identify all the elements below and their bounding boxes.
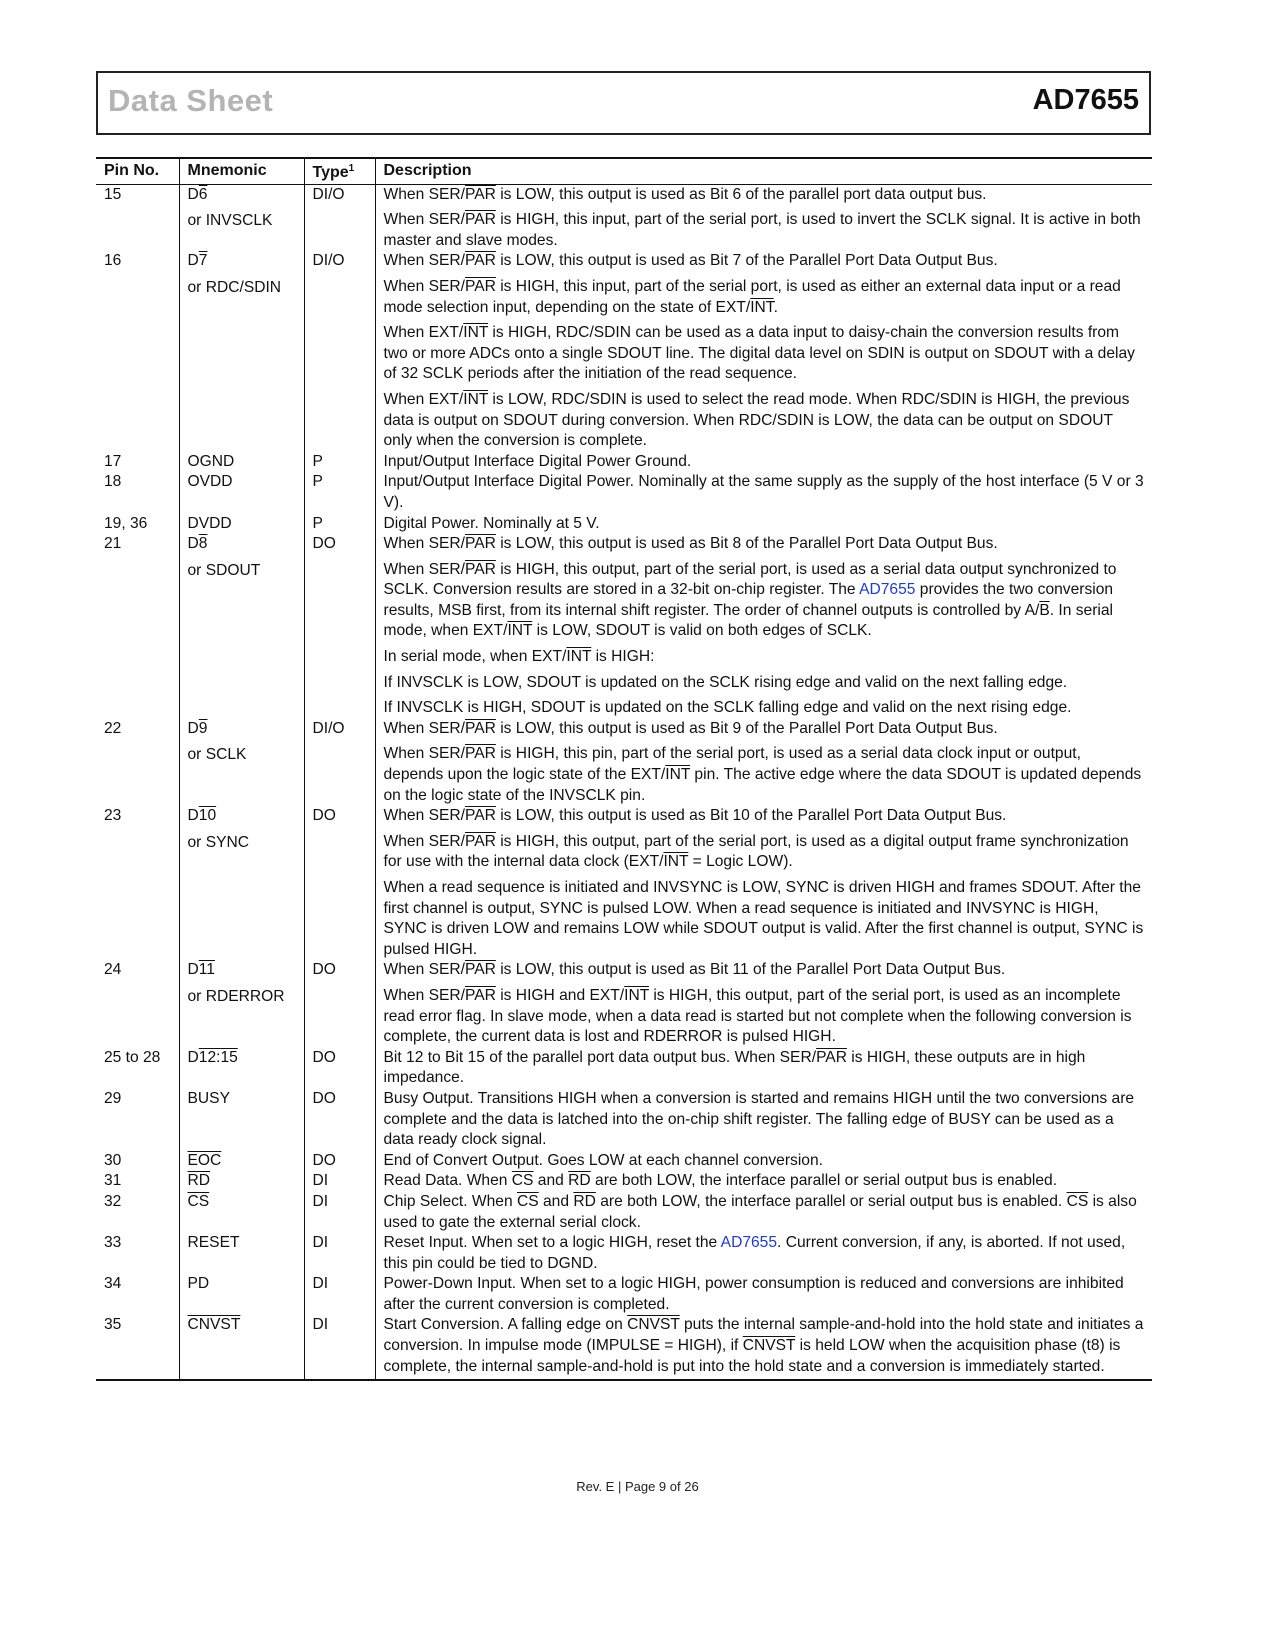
description-paragraph: Start Conversion. A falling edge on CNVST puts the internal sample-and-hold into the hold state and initiates a conversion. In impulse mode (IMPULSE = HIGH), if CNVST is held LOW when the acquisition phase (t8) is complete, the internal sample-and-hold is put into the hold state and a conversion is immediately started. xyxy=(383,1316,1144,1375)
active-low-signal: 12:15 xyxy=(198,1048,238,1066)
pin-mnemonic xyxy=(179,534,304,719)
pin-number: 30 xyxy=(104,1151,122,1169)
pin-number: 23 xyxy=(104,807,122,825)
header-title: Data Sheet xyxy=(108,83,274,118)
pin-type: DI xyxy=(304,1274,375,1315)
col-header-type-label: Type xyxy=(312,164,349,181)
active-low-signal: $\overline{INT}$ xyxy=(624,986,649,1004)
col-header-mnemonic: Mnemonic xyxy=(179,158,304,184)
product-link[interactable]: AD7655 xyxy=(859,581,916,599)
mnemonic-primary xyxy=(188,1151,296,1172)
description-paragraph: When SER/$\overline{PAR}$ is HIGH, this pin, part of the serial port, is used as a serial data clock input or output, depends upon the logic state of the EXT/$\overline{INT}$ pin. The active edge where the data SDOUT is updated depends on the logic state of the INVSCLK pin. xyxy=(383,745,1142,804)
pin-type: P xyxy=(304,472,375,513)
active-low-signal: $\overline{INT}$ xyxy=(566,648,592,666)
header-part-number: AD7655 xyxy=(1032,84,1139,116)
pin-type: DI xyxy=(304,1192,375,1233)
active-low-signal: $\overline{INT}$ xyxy=(750,298,774,316)
table-row xyxy=(96,251,1152,451)
mnemonic-primary: OGND xyxy=(187,452,235,470)
pin-description xyxy=(375,251,1152,451)
pin-type: DO xyxy=(304,960,375,1047)
mnemonic-alternate: or RDERROR xyxy=(187,987,285,1005)
pin-number: 25 to 28 xyxy=(104,1048,161,1066)
table-row xyxy=(96,806,1152,960)
mnemonic-primary: RESET xyxy=(187,1234,240,1252)
description-paragraph: Bit 12 to Bit 15 of the parallel port data output bus. When SER/$\overline{PAR}$ is HIGH, these outputs are in high impedance. xyxy=(383,1048,1086,1087)
mnemonic-primary: PD xyxy=(187,1275,210,1293)
active-low-signal: $\overline{B}$ xyxy=(1039,601,1050,619)
pin-mnemonic xyxy=(179,1192,304,1233)
pin-number: 32 xyxy=(104,1192,122,1210)
table-row xyxy=(96,1274,1152,1315)
active-low-signal: $\overline{PAR}$ xyxy=(464,252,496,270)
pin-description xyxy=(375,1151,1152,1172)
pin-number: 16 xyxy=(104,252,122,270)
mnemonic-primary xyxy=(188,1171,296,1192)
pin-mnemonic xyxy=(179,1089,304,1151)
description-paragraph: Power-Down Input. When set to a logic HIGH, power consumption is reduced and conversions are inhibited after the current conversion is completed. xyxy=(383,1275,1124,1313)
active-low-signal: $\overline{INT}$ xyxy=(663,853,689,871)
description-paragraph: In serial mode, when EXT/$\overline{INT}$ is HIGH: xyxy=(383,648,655,666)
mnemonic-primary: D12:15 xyxy=(187,1048,238,1066)
pin-type: P xyxy=(304,452,375,473)
description-paragraph: When SER/$\overline{PAR}$ is HIGH, this input, part of the serial port, is used as either an external data input or a read mode selection input, depending on the state of EXT/$\overline{INT}$. xyxy=(383,277,1121,316)
pin-type: DI xyxy=(304,1171,375,1192)
pin-description xyxy=(375,452,1152,473)
active-low-signal: $\overline{INT}$ xyxy=(463,390,489,408)
description-paragraph: When a read sequence is initiated and INVSYNC is LOW, SYNC is driven HIGH and frames SDOUT. After the first channel is output, SYNC is pulsed LOW. When a read sequence is initiated and INVSYNC is HIGH, SYNC is driven LOW and remains LOW while SDOUT output is valid. After the first channel is output, SYNC is pulsed HIGH. xyxy=(383,879,1144,958)
pin-type: DO xyxy=(304,1151,375,1172)
active-low-signal: CNVST xyxy=(627,1316,680,1334)
pin-description xyxy=(375,1192,1152,1233)
pin-number: 29 xyxy=(104,1089,122,1107)
pin-mnemonic xyxy=(179,1151,304,1172)
description-paragraph: When EXT/$\overline{INT}$ is HIGH, RDC/SDIN can be used as a data input to daisy-chain the conversion results from two or more ADCs onto a single SDOUT line. The digital data level on SDIN is output on SDOUT with a delay of 32 SCLK periods after the initiation of the read sequence. xyxy=(383,324,1135,383)
pin-description xyxy=(375,534,1152,719)
pin-type: DI xyxy=(304,1233,375,1274)
mnemonic-primary: D8 xyxy=(187,535,208,553)
description-paragraph: Input/Output Interface Digital Power Ground. xyxy=(383,452,692,470)
active-low-signal: 11 xyxy=(198,961,215,979)
description-paragraph: When SER/$\overline{PAR}$ is HIGH and EXT/$\overline{INT}$ is HIGH, this output, part of the serial port, is used as an incomplete read error flag. In slave mode, when a data read is started but not complete when the following conversion is complete, the current data is lost and RDERROR is pulsed HIGH. xyxy=(383,986,1132,1046)
table-row xyxy=(96,1315,1152,1380)
active-low-signal: 9 xyxy=(198,719,208,737)
active-low-signal: $\overline{RD}$ xyxy=(568,1172,591,1190)
table-row xyxy=(96,1048,1152,1089)
active-low-signal: $\overline{CS}$ xyxy=(1066,1192,1089,1210)
mnemonic-primary: OVDD xyxy=(187,473,233,491)
col-header-description: Description xyxy=(375,158,1152,184)
table-row xyxy=(96,1089,1152,1151)
table-row xyxy=(96,534,1152,719)
description-paragraph: When SER/$\overline{PAR}$ is LOW, this output is used as Bit 6 of the parallel port data output bus. xyxy=(383,185,987,203)
table-header-row xyxy=(96,158,1152,184)
pin-description xyxy=(375,1315,1152,1380)
description-paragraph: When EXT/$\overline{INT}$ is LOW, RDC/SDIN is used to select the read mode. When RDC/SDIN is HIGH, the previous data is output on SDOUT during conversion. When RDC/SDIN is LOW, the data can be output on SDOUT only when the conversion is complete. xyxy=(383,390,1130,450)
table-row xyxy=(96,719,1152,806)
pin-number: 31 xyxy=(104,1172,122,1190)
active-low-signal: CNVST xyxy=(187,1316,241,1334)
col-header-type xyxy=(304,158,375,184)
pin-type: DI/O xyxy=(304,184,375,251)
active-low-signal: $\overline{PAR}$ xyxy=(464,719,496,737)
active-low-signal: $\overline{CS}$ xyxy=(187,1192,210,1210)
col-header-pin: Pin No. xyxy=(96,158,179,184)
mnemonic-alternate: or INVSCLK xyxy=(187,212,273,230)
active-low-signal: $\overline{INT}$ xyxy=(507,622,533,640)
pin-type: DO xyxy=(304,806,375,960)
pin-type: P xyxy=(304,514,375,535)
description-paragraph: End of Convert Output. Goes LOW at each channel conversion. xyxy=(383,1151,823,1169)
type-footnote-mark: 1 xyxy=(348,163,355,174)
description-paragraph: Input/Output Interface Digital Power. Nominally at the same supply as the supply of the host interface (5 V or 3 V). xyxy=(383,473,1144,511)
active-low-signal: $\overline{PAR}$ xyxy=(464,535,496,553)
description-paragraph: If INVSCLK is LOW, SDOUT is updated on the SCLK rising edge and valid on the next falling edge. xyxy=(383,673,1068,691)
pin-description xyxy=(375,184,1152,251)
description-paragraph: Busy Output. Transitions HIGH when a conversion is started and remains HIGH until the two conversions are complete and the data is latched into the on-chip shift register. The falling edge of BUSY can be used as a data ready clock signal. xyxy=(383,1089,1135,1149)
description-paragraph: If INVSCLK is HIGH, SDOUT is updated on the SCLK falling edge and valid on the next rising edge. xyxy=(383,699,1072,717)
pin-description xyxy=(375,1274,1152,1315)
active-low-signal: $\overline{PAR}$ xyxy=(464,807,496,825)
pin-mnemonic xyxy=(179,514,304,535)
pin-description xyxy=(375,960,1152,1047)
pin-description xyxy=(375,1233,1152,1274)
mnemonic-primary xyxy=(188,1315,296,1336)
active-low-signal: 7 xyxy=(198,252,208,270)
active-low-signal: $\overline{PAR}$ xyxy=(464,745,496,763)
description-paragraph: When SER/$\overline{PAR}$ is HIGH, this input, part of the serial port, is used to invert the SCLK signal. It is active in both master and slave modes. xyxy=(383,211,1141,249)
pin-mnemonic xyxy=(179,452,304,473)
table-row xyxy=(96,184,1152,251)
page-footer: Rev. E | Page 9 of 26 xyxy=(576,1479,699,1494)
table-row xyxy=(96,1192,1152,1233)
pin-type: DI xyxy=(304,1315,375,1380)
active-low-signal: $\overline{PAR}$ xyxy=(816,1048,847,1066)
description-paragraph: When SER/$\overline{PAR}$ is HIGH, this output, part of the serial port, is used as a serial data output synchronized to SCLK. Conversion results are stored in a 32-bit on-chip register. The AD7655 provides the two conversion results, MSB first, from its internal shift register. The order of channel outputs is controlled by $A/\overline{B}$. In serial mode, when EXT/$\overline{INT}$ is LOW, SDOUT is valid on both edges of SCLK. xyxy=(383,560,1117,640)
pin-description xyxy=(375,514,1152,535)
active-low-signal: $\overline{PAR}$ xyxy=(464,832,496,850)
active-low-signal: $\overline{RD}$ xyxy=(187,1172,211,1190)
active-low-signal: $\overline{CS}$ xyxy=(516,1192,539,1210)
pin-description xyxy=(375,1171,1152,1192)
pin-number: 15 xyxy=(104,185,122,203)
mnemonic-primary: D9 xyxy=(187,719,208,737)
pin-type: DO xyxy=(304,534,375,719)
description-paragraph: When SER/$\overline{PAR}$ is LOW, this output is used as Bit 8 of the Parallel Port Data Output Bus. xyxy=(383,535,998,553)
pin-number: 35 xyxy=(96,1315,179,1380)
pin-number: 17 xyxy=(104,452,122,470)
active-low-signal: $\overline{PAR}$ xyxy=(464,986,496,1004)
description-paragraph: Read Data. When $\overline{CS}$ and $\overline{RD}$ are both LOW, the interface parallel or serial output bus is enabled. xyxy=(383,1172,1058,1190)
pin-number: 21 xyxy=(104,535,122,553)
description-paragraph: Chip Select. When $\overline{CS}$ and $\overline{RD}$ are both LOW, the interface parallel or serial output bus is enabled. $\overline{CS}$ is also used to gate the external serial clock. xyxy=(383,1192,1137,1231)
pin-description xyxy=(375,1048,1152,1089)
active-low-signal: $\overline{PAR}$ xyxy=(464,277,496,295)
active-low-signal: 10 xyxy=(198,807,217,825)
mnemonic-primary: D7 xyxy=(187,252,208,270)
pin-description xyxy=(375,1089,1152,1151)
pin-number: 18 xyxy=(104,473,122,491)
pin-description xyxy=(375,719,1152,806)
active-low-signal: $\overline{PAR}$ xyxy=(464,560,496,578)
pin-description xyxy=(375,472,1152,513)
active-low-signal: $\overline{PAR}$ xyxy=(464,185,496,203)
pin-mnemonic xyxy=(179,806,304,960)
pin-number: 24 xyxy=(104,961,122,979)
mnemonic-primary: DVDD xyxy=(187,514,232,532)
pin-description xyxy=(375,806,1152,960)
mnemonic-alternate: or SYNC xyxy=(187,833,250,851)
description-paragraph: When SER/$\overline{PAR}$ is HIGH, this output, part of the serial port, is used as a digital output frame synchronization for use with the internal data clock ($EXT/\overline{INT}$ = Logic LOW). xyxy=(383,832,1129,871)
active-low-signal: $\overline{PAR}$ xyxy=(464,961,496,979)
pin-number: 22 xyxy=(104,719,122,737)
mnemonic-primary: D11 xyxy=(187,961,215,979)
pin-mnemonic xyxy=(179,472,304,513)
table-row xyxy=(96,514,1152,535)
mnemonic-alternate: or SDOUT xyxy=(187,561,261,579)
table-row xyxy=(96,452,1152,473)
mnemonic-primary: D10 xyxy=(187,807,217,825)
pin-number: 33 xyxy=(104,1234,122,1252)
mnemonic-alternate: or RDC/SDIN xyxy=(187,278,282,296)
page-header xyxy=(96,71,1151,135)
description-paragraph: Reset Input. When set to a logic HIGH, reset the AD7655. Current conversion, if any, is aborted. If not used, this pin could be tied to DGND. xyxy=(383,1234,1126,1272)
active-low-signal: $\overline{INT}$ xyxy=(463,324,489,342)
pin-number: 19, 36 xyxy=(104,514,148,532)
active-low-signal: 8 xyxy=(198,535,208,553)
table-row xyxy=(96,1233,1152,1274)
description-paragraph: When SER/$\overline{PAR}$ is LOW, this output is used as Bit 7 of the Parallel Port Data Output Bus. xyxy=(383,252,998,270)
active-low-signal: $\overline{INT}$ xyxy=(665,766,691,784)
table-row xyxy=(96,960,1152,1047)
active-low-signal: $\overline{CS}$ xyxy=(511,1172,534,1190)
pin-mnemonic xyxy=(179,1274,304,1315)
pin-type: DO xyxy=(304,1048,375,1089)
pin-mnemonic xyxy=(179,251,304,451)
mnemonic-primary: D6 xyxy=(187,185,208,203)
pin-function-table xyxy=(96,157,1152,1381)
pin-type: DO xyxy=(304,1089,375,1151)
table-row xyxy=(96,1151,1152,1172)
pin-number: 34 xyxy=(104,1275,122,1293)
pin-mnemonic xyxy=(179,719,304,806)
pin-mnemonic xyxy=(179,960,304,1047)
table-body xyxy=(96,184,1152,1380)
mnemonic-primary: BUSY xyxy=(187,1089,230,1107)
mnemonic-primary xyxy=(188,1192,296,1213)
description-paragraph: Digital Power. Nominally at 5 V. xyxy=(383,514,600,532)
pin-mnemonic xyxy=(179,1233,304,1274)
table-row xyxy=(96,1171,1152,1192)
description-paragraph: When SER/$\overline{PAR}$ is LOW, this output is used as Bit 9 of the Parallel Port Data Output Bus. xyxy=(383,719,998,737)
active-low-signal: $\overline{PAR}$ xyxy=(464,211,496,229)
active-low-signal: $\overline{EOC}$ xyxy=(187,1151,222,1169)
pin-mnemonic xyxy=(179,1048,304,1089)
table-row xyxy=(96,472,1152,513)
mnemonic-alternate: or SCLK xyxy=(187,746,247,764)
description-paragraph: When SER/$\overline{PAR}$ is LOW, this output is used as Bit 11 of the Parallel Port Data Output Bus. xyxy=(383,961,1006,979)
pin-type: DI/O xyxy=(304,251,375,451)
active-low-signal: $\overline{RD}$ xyxy=(573,1192,596,1210)
pin-mnemonic xyxy=(179,184,304,251)
pin-mnemonic xyxy=(179,1171,304,1192)
pin-type: DI/O xyxy=(304,719,375,806)
description-paragraph: When SER/$\overline{PAR}$ is LOW, this output is used as Bit 10 of the Parallel Port Data Output Bus. xyxy=(383,807,1007,825)
pin-mnemonic xyxy=(179,1315,304,1380)
active-low-signal: CNVST xyxy=(742,1337,796,1355)
active-low-signal: 6 xyxy=(198,185,208,203)
product-link[interactable]: AD7655 xyxy=(720,1234,778,1252)
